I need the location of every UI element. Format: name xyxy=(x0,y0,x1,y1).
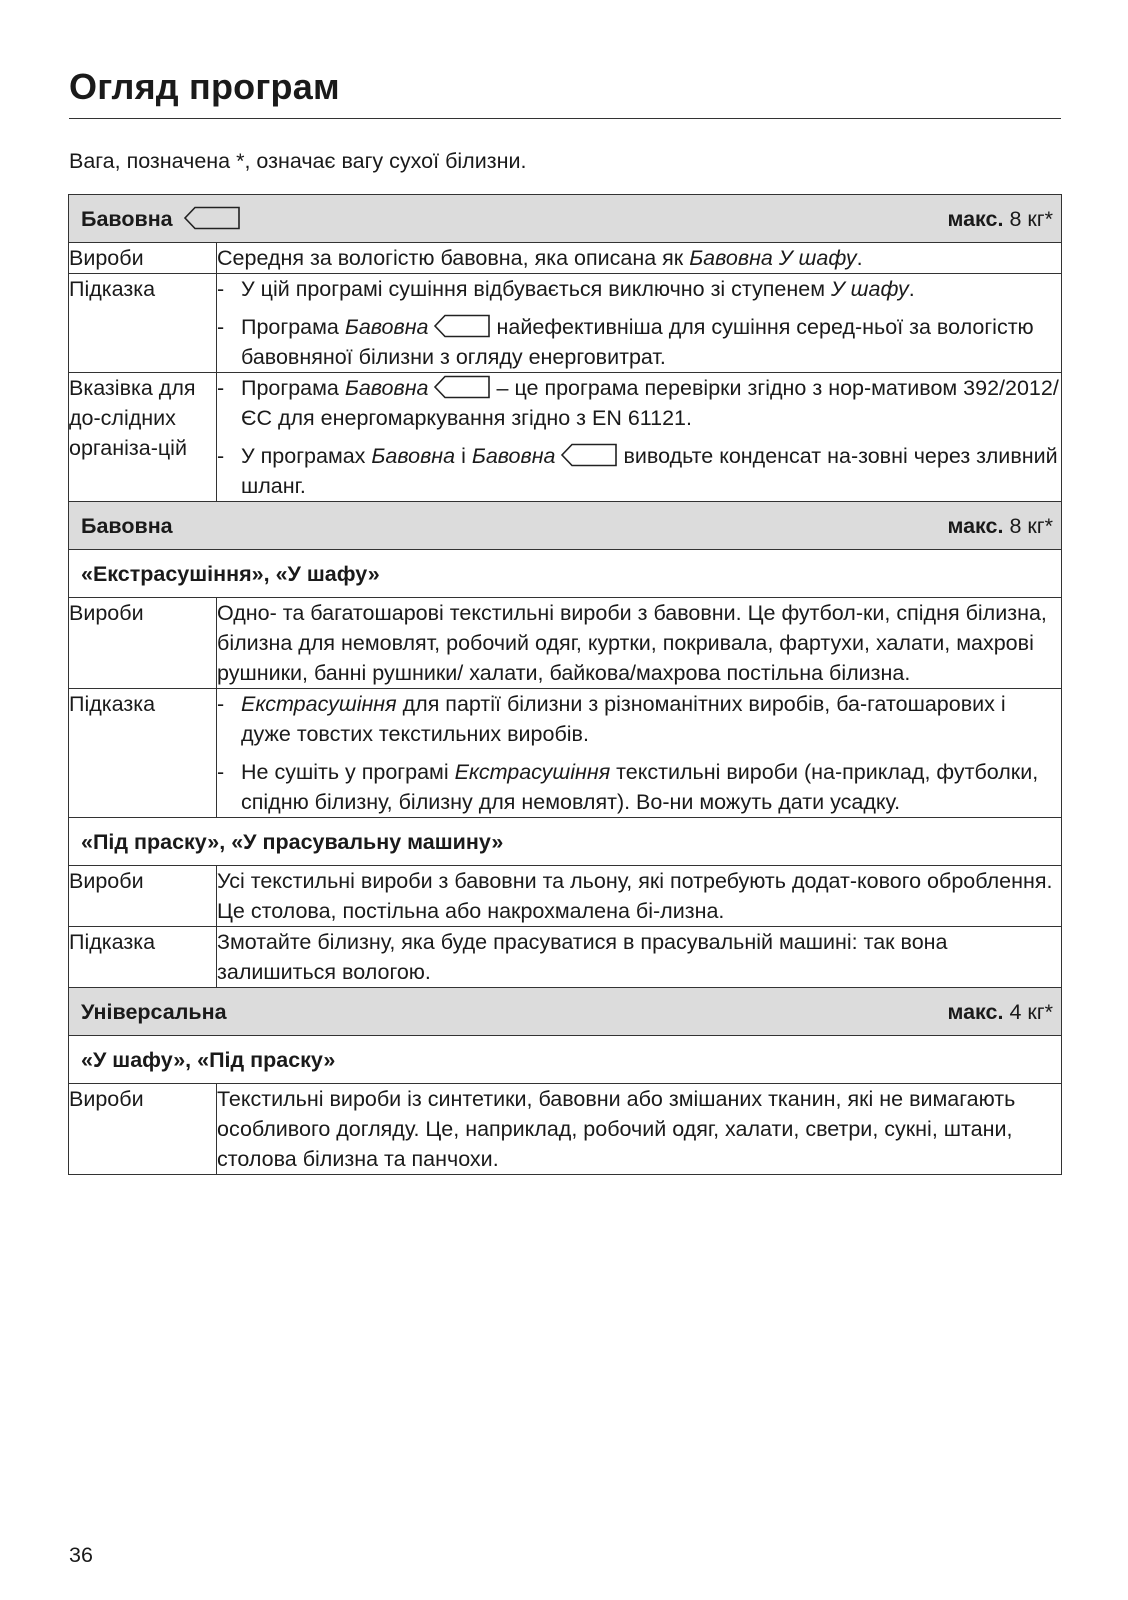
row-content xyxy=(217,274,1062,373)
table-row xyxy=(69,373,1062,502)
max-load: макс. 4 кг* xyxy=(947,999,1053,1024)
intro-text: Вага, позначена *, означає вагу сухої білизни. xyxy=(69,149,527,173)
program-table xyxy=(68,194,1062,1175)
bullet-item: - Екстрасушіння для партії білизни з різноманітних виробів, ба-гатошарових і дуже товстих текстильних виробів. xyxy=(217,692,1006,746)
row-label: Підказка xyxy=(69,927,217,988)
bullet-item: - Не сушіть у програмі Екстрасушіння текстильні вироби (на-приклад, футболки, спідню білизну, білизну для немовлят). Во-ни можуть дати усадку. xyxy=(217,760,1039,814)
table-row xyxy=(69,274,1062,373)
eco-symbol-icon xyxy=(560,443,618,467)
section-header-cotton-eco xyxy=(69,195,1062,243)
eco-symbol-icon xyxy=(183,206,241,230)
row-label: Вироби xyxy=(69,243,217,274)
row-label: Вироби xyxy=(69,1084,217,1175)
table-row xyxy=(69,598,1062,689)
bullet-item: - Програма Бавовна найефективніша для сушіння серед-ньої за вологістю бавовняної білизни з огляду енерговитрат. xyxy=(217,315,1034,369)
row-label: Підказка xyxy=(69,274,217,373)
section-header-cotton xyxy=(69,502,1062,550)
table-row xyxy=(69,866,1062,927)
subsection-header: «Під праску», «У прасувальну машину» xyxy=(69,818,1062,866)
row-content: Середня за вологістю бавовна, яка описана як Бавовна У шафу. xyxy=(217,243,1062,274)
section-title: Бавовна xyxy=(81,513,173,538)
section-header-universal xyxy=(69,988,1062,1036)
row-label: Підказка xyxy=(69,689,217,818)
eco-symbol-icon xyxy=(433,314,491,338)
table-row xyxy=(69,927,1062,988)
subsection-header: «У шафу», «Під праску» xyxy=(69,1036,1062,1084)
row-content: Змотайте білизну, яка буде прасуватися в прасувальній машині: так вона залишиться вологою. xyxy=(217,927,1062,988)
subsection-header: «Екстрасушіння», «У шафу» xyxy=(69,550,1062,598)
row-content xyxy=(217,373,1062,502)
table-row xyxy=(69,243,1062,274)
eco-symbol-icon xyxy=(433,375,491,399)
row-content: Одно- та багатошарові текстильні вироби з бавовни. Це футбол-ки, спідня білизна, білизна для немовлят, робочий одяг, куртки, покривала, фартухи, халати, махрові рушники, банні рушники/ халати, байкова/махрова постільна білизна. xyxy=(217,598,1062,689)
bullet-item: - Програма Бавовна – це програма перевірки згідно з нор-мативом 392/2012/ЄС для енергомаркування згідно з EN 61121. xyxy=(217,376,1059,430)
page-title: Огляд програм xyxy=(69,66,340,107)
page-number: 36 xyxy=(69,1543,93,1567)
section-title: Бавовна xyxy=(81,206,173,231)
table-row xyxy=(69,1084,1062,1175)
row-content: Усі текстильні вироби з бавовни та льону, які потребують додат-кового оброблення. Це столова, постільна або накрохмалена бі-лизна. xyxy=(217,866,1062,927)
row-label: Вказівка для до-слідних організа-цій xyxy=(69,373,217,502)
max-load: макс. 8 кг* xyxy=(947,513,1053,538)
bullet-item: - У цій програмі сушіння відбувається виключно зі ступенем У шафу. xyxy=(217,277,915,301)
row-content xyxy=(217,689,1062,818)
bullet-item: - У програмах Бавовна і Бавовна виводьте конденсат на-зовні через зливний шланг. xyxy=(217,444,1058,498)
max-load: макс. 8 кг* xyxy=(947,206,1053,231)
row-label: Вироби xyxy=(69,866,217,927)
row-content: Текстильні вироби із синтетики, бавовни або змішаних тканин, які не вимагають особливого догляду. Це, наприклад, робочий одяг, халати, светри, сукні, штани, столова білизна та панчохи. xyxy=(217,1084,1062,1175)
section-title: Універсальна xyxy=(81,999,227,1024)
title-divider xyxy=(69,118,1061,119)
table-row xyxy=(69,689,1062,818)
row-label: Вироби xyxy=(69,598,217,689)
